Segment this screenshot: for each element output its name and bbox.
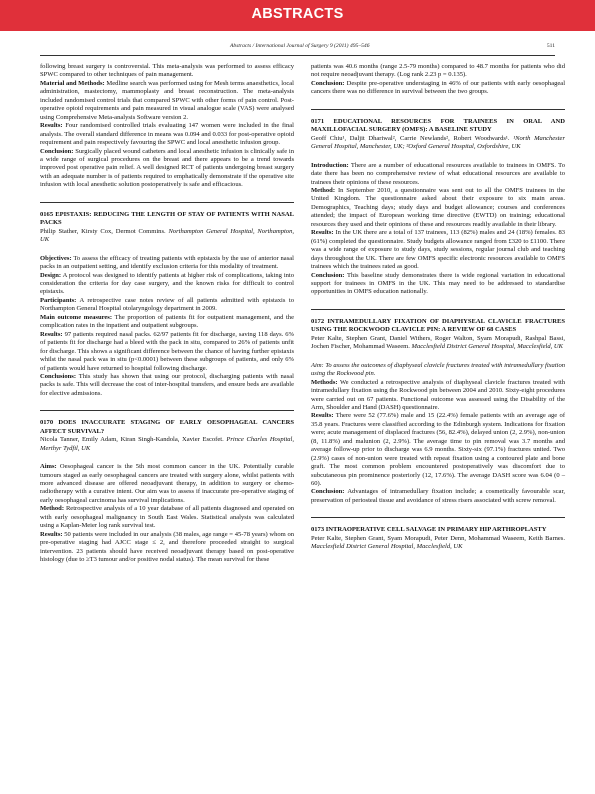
abstract-title	[40, 419, 294, 436]
paragraph	[40, 255, 294, 272]
paragraph	[311, 379, 565, 413]
paragraph	[40, 463, 294, 505]
paragraph	[40, 505, 294, 530]
section-text: A retrospective case notes review of all patients admitted with epistaxis to Northampton General Hospital otolaryngology department in 2009.	[40, 296, 294, 313]
abstract-title	[311, 526, 565, 534]
right-column	[311, 63, 565, 552]
section-text: 50 patients were included in our analysis (38 males, age range = 45-78 years) whom on pre-operative staging had AJCC stage ≤ 2, and therefore proceeded straight to surgical intervention. 23 patients should have received neoadjuvant therapy based on post-operative histology (due to ≥T3 tumour and/or positive nodal status). The mean survival for these	[40, 530, 294, 564]
section-text: The proportion of patients fit for outpatient management, and the complication rates in the inpatient and outpatient subgroups.	[40, 313, 294, 330]
affiliation: ¹North Manchester General Hospital, Manchester, UK; ²Oxford General Hospital, Oxfordshire, UK	[311, 134, 565, 151]
abstract-title-text: INTRAMEDULLARY FIXATION OF DIAPHYSEAL CLAVICLE FRACTURES USING THE ROCKWOOD CLAVICLE PIN: A REVIEW OF 68 CASES	[311, 317, 565, 334]
section-label: Results:	[40, 330, 63, 338]
section-label: Aim:	[311, 361, 324, 369]
section-text: Four randomised controlled trials evaluating 147 women were included in the final analysis. The overall standard difference in means was 0.094 and 0.033 for post-operative opioid requirement and pain respectively favouring the SPWC and local anesthetic infusion group.	[40, 122, 294, 147]
paragraph	[40, 272, 294, 297]
section-label: Design:	[40, 271, 62, 279]
page-number: 511	[546, 43, 555, 49]
header-rule	[40, 55, 555, 56]
banner-title: ABSTRACTS	[251, 6, 344, 22]
paragraph	[40, 80, 294, 122]
running-head	[40, 43, 555, 54]
author-list: Peter Kalte, Stephen Grant, Daniel Withers, Roger Walton, Syam Morapudi, Rashpal Bassi, Jochen Fischer, Mohammad Waseem.	[311, 334, 565, 351]
section-text: To assess the outcomes of diaphyseal clavicle fractures treated with intramedullary fixation using the Rockwood pin.	[311, 361, 565, 378]
section-label: Participants:	[40, 296, 77, 304]
section-text: A protocol was designed to identify patients at higher risk of complications, taking into consideration the criteria for day case surgery, and the known risks for difficult to control epistaxis.	[40, 271, 294, 296]
affiliation: Macclesfield District General Hospital, Macclesfield, UK	[411, 343, 564, 351]
section-text: This study has shown that using our protocol, discharging patients with nasal packs is safe. This will decrease the cost of inter-hospital transfers, and ensure beds are available for elective admissions.	[40, 372, 294, 397]
paragraph	[311, 412, 565, 488]
section-label: Main outcome measures:	[40, 313, 113, 321]
section-text: Medline search was performed using for Mesh terms anaesthetics, local administration, mastectomy, mammoplasty and breast reconstruction. The meta-analysis included randomised control trials that compared SPWC with other forms of pain control. Post-operative opioid requirements and pain measured in visual analogue scale (VAS) were analysed using Comprehensive Meta-analysis Software version 2.	[40, 79, 294, 121]
paragraph	[311, 80, 565, 97]
section-text: Retrospective analysis of a 10 year database of all patients diagnosed and operated on with early oesophageal malignancy in South East Wales. Statistical analysis was calculated using a Kaplan-Meier log rank survival test.	[40, 505, 295, 530]
section-label: Introduction:	[311, 161, 349, 169]
paragraph	[40, 297, 294, 314]
section-text: In the UK there are a total of 137 trainees, 113 (82%) males and 24 (18%) females. 83 (61%) completed the questionnaire. Study budgets allowance ranged from £320 to £1100. There was a wide range of exposure to study days, study sessions, regular journal club and teaching days throughout the UK. There are few OMFS specific electronic resources available to OMFS trainees which the trainees rated as good.	[311, 229, 566, 271]
paragraph	[40, 373, 294, 398]
section-text: Surgically placed wound catheters and local anesthetic infusion is clinically safe in a wide range of surgical procedures on the breast and there appears to be a trend towards improved post operative pain relief. A well designed RCT of patients undergoing breast surgery with an adequate number is of patients required to emphatically demonstrate if the operative site infusion with local anesthetic solution postoperatively is safe and efficacious.	[40, 147, 294, 189]
abstract-title-text: INTRAOPERATIVE CELL SALVAGE IN PRIMARY HIP ARTHROPLASTY	[325, 526, 547, 534]
paragraph	[40, 148, 294, 190]
paragraph	[311, 187, 565, 229]
abstracts-banner	[0, 0, 595, 31]
author-list: Peter Kalte, Stephen Grant, Syam Morapudi, Peter Denn, Mohammad Waseem, Keith Barnes.	[311, 534, 565, 542]
section-label: Results:	[40, 530, 63, 538]
paragraph	[40, 314, 294, 331]
abstract-authors	[40, 228, 294, 245]
section-text: Oesophageal cancer is the 5th most common cancer in the UK. Potentially curable tumours staged as early oesophageal cancers are treated with surgery alone, whilst patients with more advanced disease are offered neoadjuvant therapy, in addition to surgery or chemo-radiotherapy with a curative intent. Our aim was to assess if inaccurate pre-operative staging of early oesophageal carcinoma has survival implications.	[40, 463, 295, 504]
abstract-authors	[311, 335, 565, 352]
section-text: In September 2010, a questionnaire was sent out to all the OMFS trainees in the United Kingdom. The questionnaire asked about their exposure to six main areas. Demographics, Teaching days; study days and budget allowance; courses and conferences attended; the impact of European working time directive (EWTD) on training; educational resources they used and their opinions of these and resources readily available in their library.	[311, 186, 566, 228]
section-label: Method:	[311, 186, 336, 194]
affiliation: Northampton General Hospital, Northampton, UK	[40, 227, 294, 244]
journal-citation: Abstracts / International Journal of Surgery 9 (2011) 495–546	[230, 43, 370, 49]
abstract-number: 0171	[311, 117, 325, 125]
paragraph	[40, 122, 294, 147]
abstract-title	[311, 318, 565, 335]
section-label: Results:	[40, 122, 63, 130]
abstract-title-text: EPISTAXIS: REDUCING THE LENGTH OF STAY OF PATIENTS WITH NASAL PACKS	[40, 210, 294, 227]
paragraph	[40, 63, 294, 80]
section-label: Method:	[40, 505, 65, 513]
paragraph	[311, 272, 565, 297]
continuation-text: following breast surgery is controversial. This meta-analysis was performed to assess efficacy SPWC compared to other techniques of pain management.	[40, 63, 294, 79]
paragraph	[311, 488, 565, 505]
section-label: Objectives:	[40, 254, 72, 262]
section-text: 97 patients required nasal packs. 62/97 patients fit for discharge, saving 118 days. 6% of patients fit for discharge had a bleed with the pack in situ, compared to 26% of patients unfit for discharge. This shows a significant difference between the chance of having further epistaxis whilst the nasal pack was in situ (p<0.0001) between these subgroups of patients, and only 6% of patients would have returned to hospital following discharge.	[40, 330, 295, 372]
section-label: Conclusion:	[311, 271, 345, 279]
abstract-number: 0172	[311, 317, 325, 325]
section-text: There are a number of educational resources available to trainees in OMFS. To date there has been no comprehensive review of what educational resources are available to trainees their opinions of these resources.	[311, 161, 565, 186]
paragraph	[40, 531, 294, 565]
abstract-number: 0165	[40, 210, 54, 218]
abstract-title-text: DOES INACCURATE STAGING OF EARLY OESOPHAGEAL CANCERS AFFECT SURVIVAL?	[40, 419, 294, 435]
abstract-number: 0170	[40, 419, 54, 427]
paragraph	[311, 229, 565, 271]
section-text: To assess the efficacy of treating patients with epistaxis by the use of anterior nasal packs in an outpatient setting, and identify exclusion criteria for this modality of treatment.	[40, 254, 294, 271]
paragraph	[311, 162, 565, 187]
author-list: Geoff Chiu¹, Daljit Dhariwal², Carrie Newlands², Robert Woodwards¹.	[311, 134, 510, 142]
section-label: Aims:	[40, 463, 57, 471]
section-text: We conducted a retrospective analysis of diaphyseal clavicle fractures treated with intramedullary fixation using the Rockwood pin between 2004 and 2010. Sixty-eight procedures were carried out on 67 patients. Functional outcome was assessed using the Disability of the Arm, Shoulder and Hand (DASH) questionnaire.	[311, 378, 565, 411]
abstract-authors	[311, 135, 565, 152]
continuation-text: patients was 40.6 months (range 2.5-79 months) compared to 48.7 months for patients who did not require neoadjuvant therapy. (Log rank 2.23 p = 0.135).	[311, 63, 565, 79]
left-column	[40, 63, 294, 565]
section-text: Despite pre-operative understaging in 46% of our patients with early oesophageal cancers there was no difference in survival between the two groups.	[311, 79, 566, 96]
abstract-title	[311, 118, 565, 135]
section-label: Material and Methods:	[40, 79, 105, 87]
section-label: Results:	[311, 412, 334, 420]
section-text: Advantages of intramedullary fixation include; a cosmetically favourable scar, preservation of periosteal tissue and avoidance of stress risers associated with screw removal.	[311, 488, 566, 504]
abstract-title	[40, 211, 294, 228]
author-list: Philip Stather, Kirsty Cox, Dermot Commins.	[40, 227, 166, 235]
author-list: Nicola Tanner, Emily Adam, Kiran Singh-Kandola, Xavier Escofet.	[40, 436, 224, 444]
section-label: Results:	[311, 229, 334, 237]
section-label: Conclusion:	[311, 79, 345, 87]
section-label: Conclusion:	[40, 147, 74, 155]
abstract-title-text: EDUCATIONAL RESOURCES FOR TRAINEES IN ORAL AND MAXILLOFACIAL SURGERY (OMFS): A BASELINE STUDY	[311, 117, 565, 134]
section-text: There were 52 (77.6%) male and 15 (22.4%) female patients with an average age of 35.8 years. Fractures were classified according to the Edinburgh system. Indications for fixation were; acute management of displaced fractures (56, 82.4%), delayed union (2, 2.9%), non-union (8, 11.8%) and malunion (2, 2.9%). The average time to pin removal was 3.7 months and average follow-up prior to discharge was 6.9 months. Sixty-six (97.1%) fractures united. Two (2.9%) cases of non-union were treated with repeat fixation using a contoured plate and bone graft. The most common problem encountered postoperatively was discomfort due to subcutaneous pin prominence posteriorly (12, 17.6%). The average DASH score was 6.04 (0 – 60).	[311, 412, 565, 488]
section-text: This baseline study demonstrates there is wide regional variation in educational support for trainees in OMFS in the UK. This may need to be addressed to standardise opportunities in OMFS education nationally.	[311, 271, 565, 296]
section-label: Conclusion:	[311, 488, 345, 496]
paragraph	[311, 362, 565, 379]
affiliation: Prince Charles Hospital, Merthyr Tydfil, UK	[40, 436, 295, 452]
abstract-authors	[311, 535, 565, 552]
section-label: Methods:	[311, 378, 338, 386]
paragraph	[40, 331, 294, 373]
abstract-number: 0173	[311, 526, 325, 534]
paragraph	[311, 63, 565, 80]
affiliation: Macclesfield District General Hospital, Macclesfield, UK	[311, 543, 463, 551]
section-label: Conclusions:	[40, 372, 77, 380]
abstract-authors	[40, 436, 294, 453]
